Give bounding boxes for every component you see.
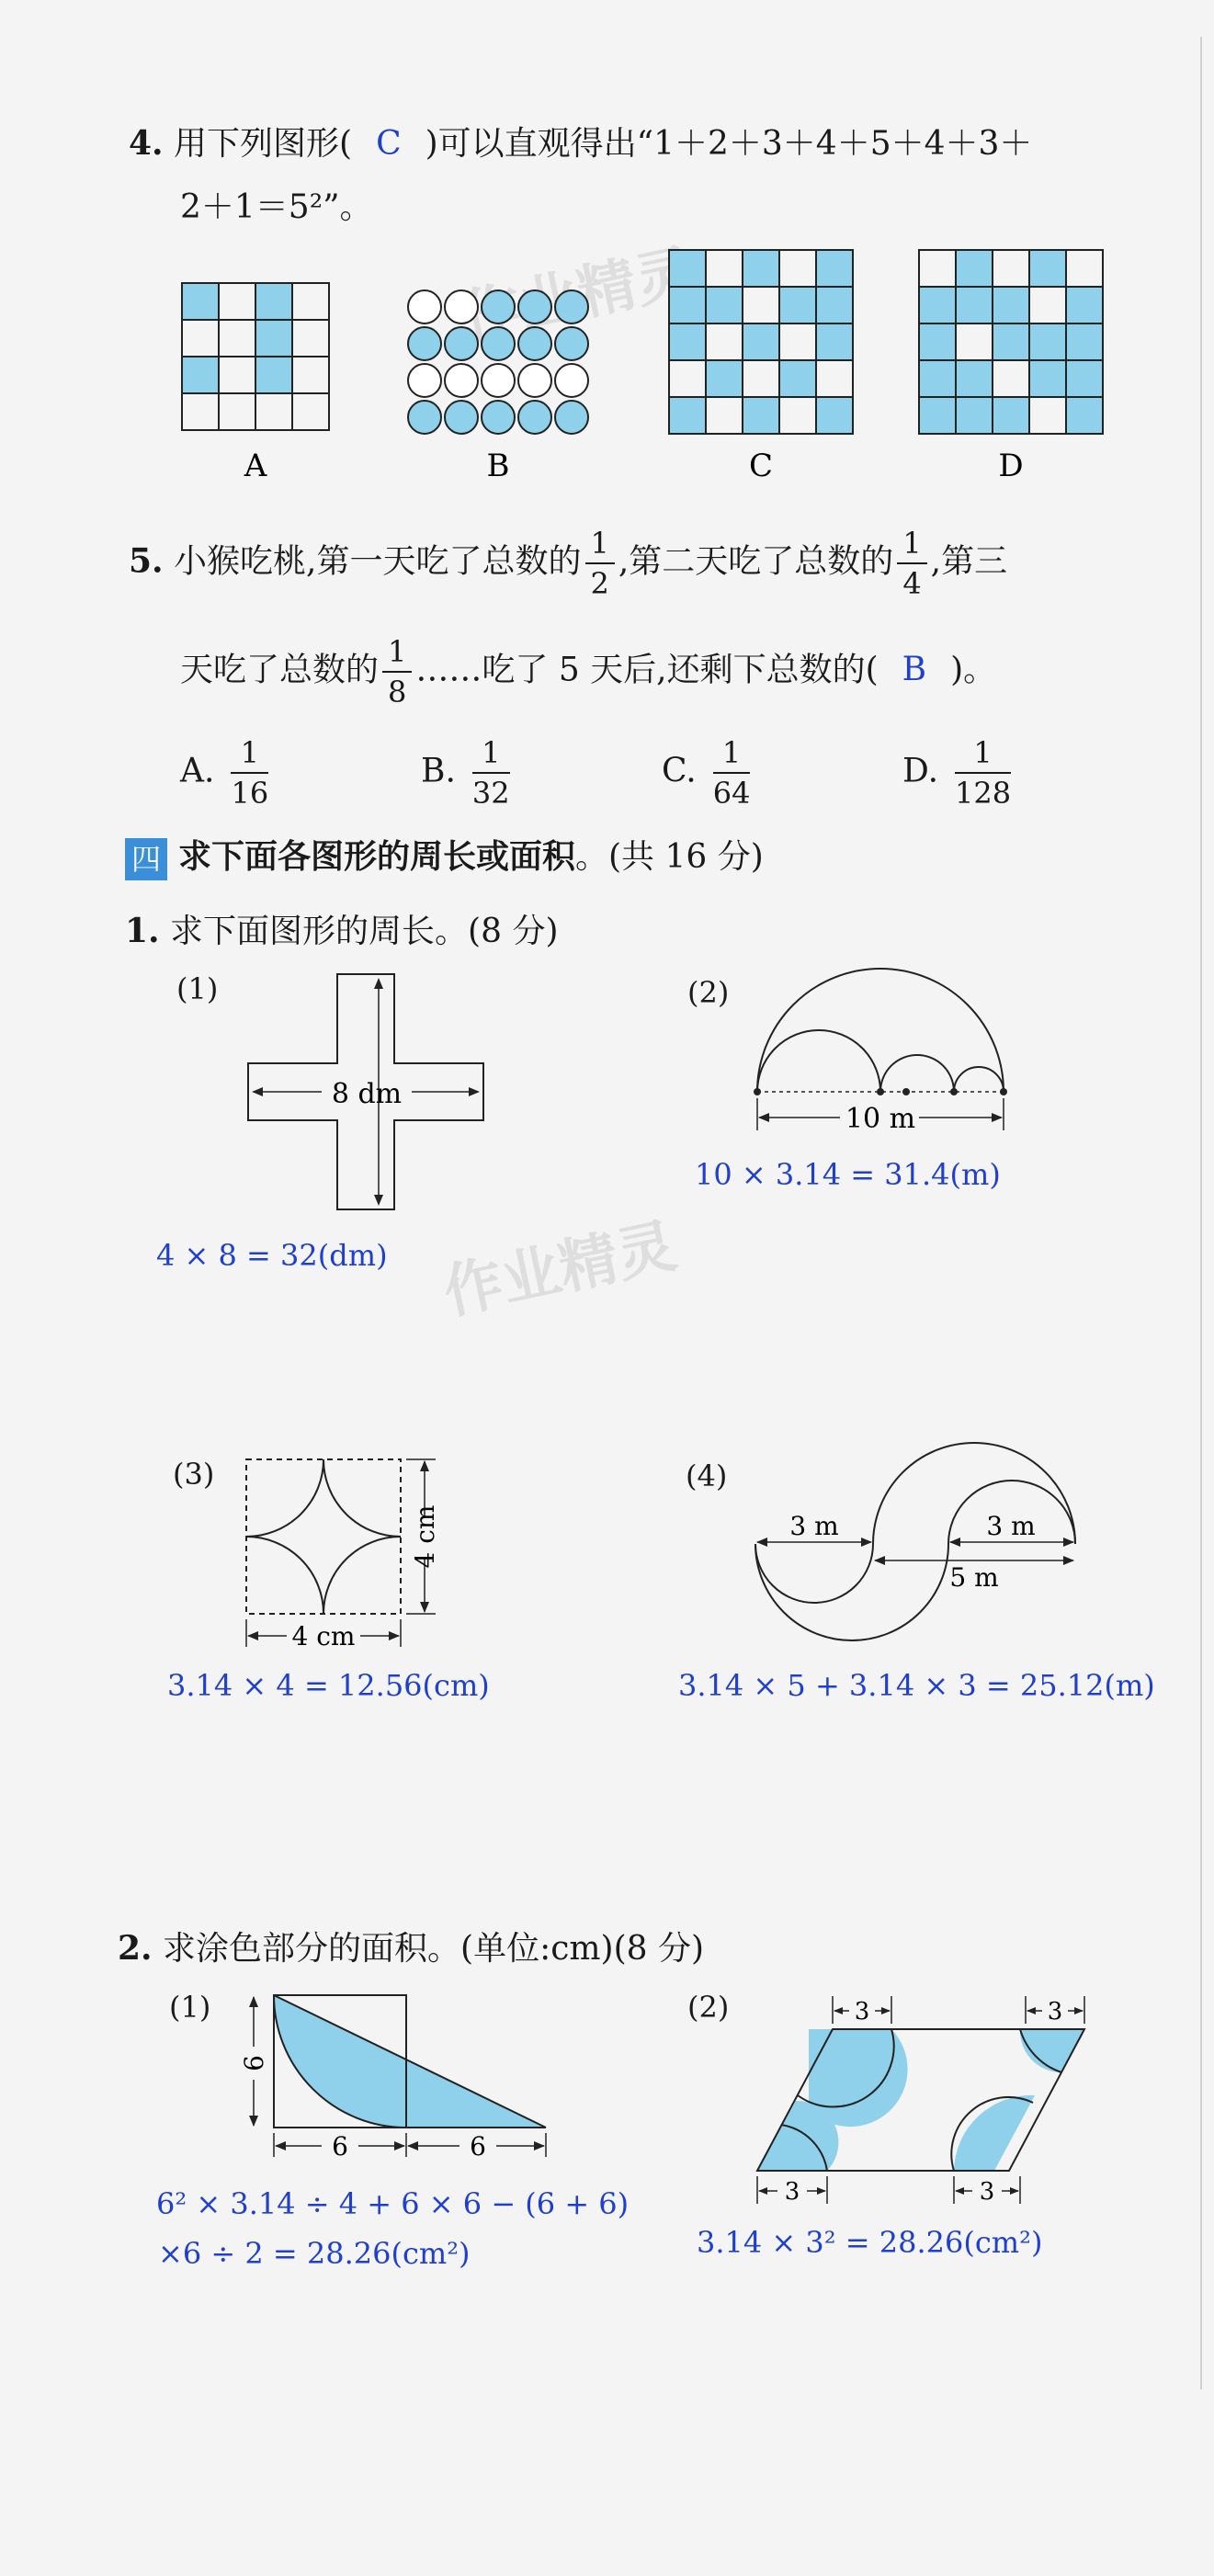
figure-a-grid [182,283,329,430]
q4-text-b: )可以直观得出“1＋2＋3＋4＋5＋4＋3＋ [425,125,1033,163]
p2-title [118,1929,705,1968]
q4-answer: C [376,125,402,163]
fraction-half: $\frac{1}{2}$ [585,526,615,602]
fraction-eighth: $\frac{1}{8}$ [382,634,412,710]
triangle-base-1: 6 [332,2131,348,2162]
arc-span-dimension: 5 m [949,1562,999,1593]
p2-title-text: 求涂色部分的面积。(单位:cm)(8 分) [163,1930,705,1968]
square-width-dimension: 4 cm [291,1621,356,1651]
arc-right-dimension: 3 m [986,1511,1036,1541]
p2-f2-label: (2) [687,1990,730,2025]
section-score: 。(共 16 分) [575,838,764,876]
q5-text-e: ……吃了 5 天后,还剩下总数的( [415,651,879,689]
cross-figure [239,965,496,1222]
dim-top-right: 3 [1047,1998,1063,2026]
q5-line1 [129,526,1007,602]
p1-title-text: 求下面图形的周长。(8 分) [170,913,559,950]
q4-number: 4. [129,124,164,163]
q4-line2: 2＋1＝5²”。 [180,188,373,226]
fraction-quarter: $\frac{1}{4}$ [897,526,926,602]
option-d: D. $\frac{1}{128}$ [902,735,1012,811]
label-d: D [998,448,1024,484]
q5-text-f: )。 [950,651,997,689]
option-c: C. $\frac{1}{64}$ [662,735,751,811]
parallelogram-figure [744,1985,1103,2224]
semicircles-dimension: 10 m [845,1103,916,1135]
arc-left-dimension: 3 m [789,1511,839,1541]
p2-f1-answer-line1: 6² × 3.14 ÷ 4 + 6 × 6 − (6 + 6) [156,2186,630,2221]
q5-text-c: ,第三 [930,542,1008,581]
arcs-figure [744,1434,1094,1654]
semicircles-figure [744,956,1020,1140]
section-header [125,838,764,880]
triangle-base-2: 6 [470,2131,486,2162]
label-b: B [486,448,510,484]
p1-f4-answer: 3.14 × 5 + 3.14 × 3 = 25.12(m) [678,1668,1155,1703]
p2-f1-label: (1) [169,1990,211,2025]
q4-line1 [129,124,1033,163]
cross-dimension: 8 dm [331,1078,403,1110]
q5-text-a: 小猴吃桃,第一天吃了总数的 [174,542,582,581]
p2-f2-answer: 3.14 × 3² = 28.26(cm²) [697,2225,1043,2260]
watermark: 作业精灵 [437,1212,683,1328]
p1-f3-answer: 3.14 × 4 = 12.56(cm) [167,1668,490,1703]
option-b: B. $\frac{1}{32}$ [421,735,510,811]
dim-bottom-left: 3 [784,2178,800,2206]
p1-f3-label: (3) [173,1457,215,1492]
q5-line2 [180,634,996,710]
q5-answer: B [902,651,927,689]
section-title: 求下面各图形的周长或面积 [178,838,576,876]
section-badge: 四 [125,838,167,880]
q5-text-d: 天吃了总数的 [180,651,380,689]
p1-f4-label: (4) [686,1458,728,1493]
shaded-triangle-figure [230,1980,561,2164]
q4-text-a: 用下列图形( [174,125,353,163]
p1-f2-label: (2) [687,975,730,1010]
triangle-height: 6 [239,2055,269,2071]
square-arcs-figure [230,1443,460,1663]
p1-f1-answer: 4 × 8 = 32(dm) [156,1238,388,1273]
p1-number: 1. [125,912,160,950]
option-a: A. $\frac{1}{16}$ [180,735,269,811]
figure-d-grid [919,250,1103,434]
q5-number: 5. [129,541,164,581]
p1-f1-label: (1) [176,971,219,1006]
p1-title [125,914,559,948]
label-c: C [748,448,774,484]
dim-bottom-right: 3 [979,2178,995,2206]
dim-top-left: 3 [854,1998,870,2026]
p2-number: 2. [118,1929,153,1968]
q5-text-b: ,第二天吃了总数的 [618,542,894,581]
square-height-dimension: 4 cm [410,1504,440,1569]
label-a: A [244,448,267,484]
figure-b-circles [408,290,588,434]
q5-options [180,735,1015,811]
p2-f1-answer-line2: ×6 ÷ 2 = 28.26(cm²) [158,2236,471,2271]
p1-f2-answer: 10 × 3.14 = 31.4(m) [695,1157,1001,1192]
q4-figures [0,230,1214,505]
figure-c-grid [669,250,853,434]
